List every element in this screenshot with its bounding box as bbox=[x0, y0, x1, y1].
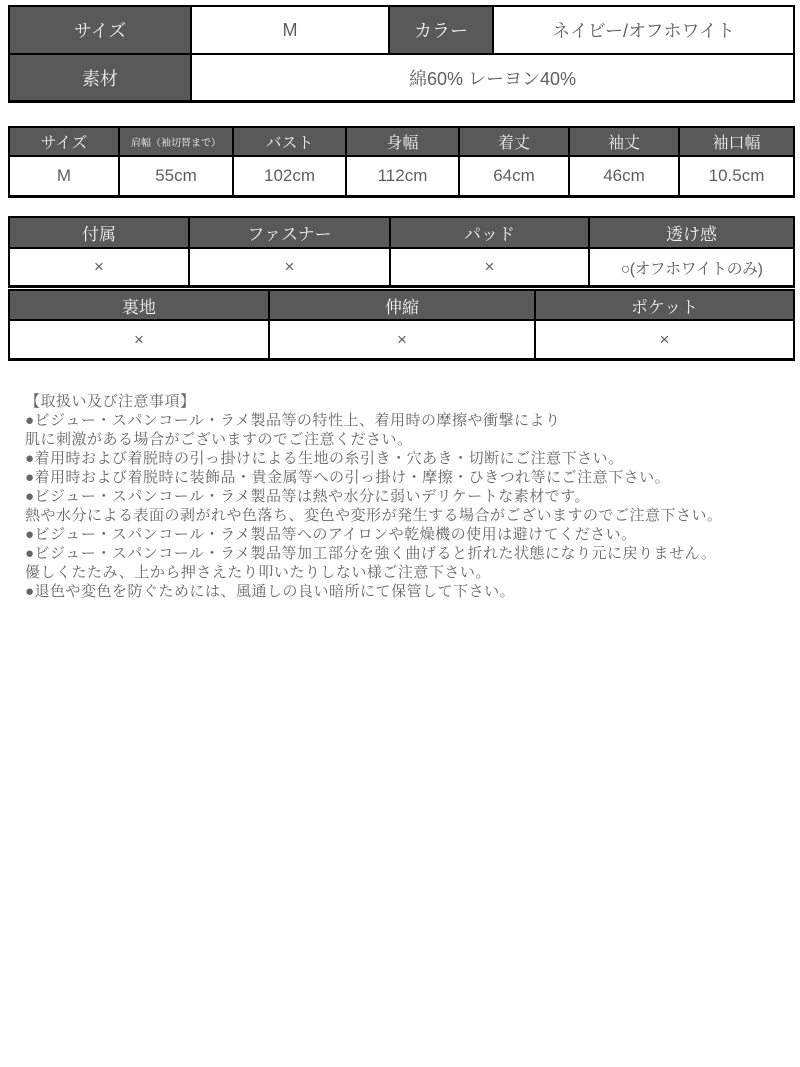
feature-value-lining: × bbox=[9, 320, 269, 360]
feature-header-lining: 裏地 bbox=[9, 290, 269, 320]
table-row bbox=[9, 54, 794, 102]
material-value: 綿60% レーヨン40% bbox=[191, 54, 794, 102]
care-note-line: ●ビジュー・スパンコール・ラメ製品等の特性上、着用時の摩擦や衝撃により bbox=[25, 412, 561, 429]
feature-value-accessory: × bbox=[9, 248, 189, 287]
table-header-row bbox=[9, 217, 794, 248]
material-label: 素材 bbox=[9, 54, 191, 102]
table-header-row bbox=[9, 127, 794, 156]
feature-value-pad: × bbox=[390, 248, 589, 287]
feature-value-stretch: × bbox=[269, 320, 535, 360]
feature-header-sheerness: 透け感 bbox=[589, 217, 794, 248]
measure-value-bodywidth: 112cm bbox=[346, 156, 459, 197]
measure-header-shoulder: 肩幅（袖切替まで） bbox=[119, 127, 233, 156]
measure-header-length: 着丈 bbox=[459, 127, 569, 156]
feature-header-pocket: ポケット bbox=[535, 290, 794, 320]
measure-value-length: 64cm bbox=[459, 156, 569, 197]
feature-value-sheerness: ○(オフホワイトのみ) bbox=[589, 248, 794, 287]
care-note-line: 熱や水分による表面の剥がれや色落ち、変色や変形が発生する場合がございますのでご注意下さい。 bbox=[25, 507, 723, 524]
color-label: カラー bbox=[389, 6, 493, 54]
care-note-line: ●退色や変色を防ぐためには、風通しの良い暗所にて保管して下さい。 bbox=[25, 583, 516, 600]
care-note-line: ●ビジュー・スパンコール・ラメ製品等は熱や水分に弱いデリケートな素材です。 bbox=[25, 488, 591, 505]
feature-value-zipper: × bbox=[189, 248, 390, 287]
table-row bbox=[9, 156, 794, 197]
measure-value-sleevelength: 46cm bbox=[569, 156, 679, 197]
measure-header-size: サイズ bbox=[9, 127, 119, 156]
size-value: M bbox=[191, 6, 389, 54]
table-row bbox=[9, 320, 794, 360]
measure-value-size: M bbox=[9, 156, 119, 197]
feature-header-pad: パッド bbox=[390, 217, 589, 248]
care-note-line: 肌に刺激がある場合がございますのでご注意ください。 bbox=[25, 431, 413, 448]
feature-header-accessory: 付属 bbox=[9, 217, 189, 248]
table-row bbox=[9, 6, 794, 54]
feature-value-pocket: × bbox=[535, 320, 794, 360]
measure-header-bodywidth: 身幅 bbox=[346, 127, 459, 156]
features-table-1 bbox=[8, 216, 795, 288]
measure-header-cuffwidth: 袖口幅 bbox=[679, 127, 794, 156]
measure-value-cuffwidth: 10.5cm bbox=[679, 156, 794, 197]
care-note-line: 優しくたたみ、上から押さえたり叩いたりしない様ご注意下さい。 bbox=[25, 564, 491, 581]
feature-header-stretch: 伸縮 bbox=[269, 290, 535, 320]
table-header-row bbox=[9, 290, 794, 320]
care-note-line: ●着用時および着脱時の引っ掛けによる生地の糸引き・穴あき・切断にご注意下さい。 bbox=[25, 450, 624, 467]
measure-value-bust: 102cm bbox=[233, 156, 346, 197]
feature-header-zipper: ファスナー bbox=[189, 217, 390, 248]
measure-header-sleevelength: 袖丈 bbox=[569, 127, 679, 156]
table-row bbox=[9, 248, 794, 287]
measure-header-bust: バスト bbox=[233, 127, 346, 156]
color-value: ネイビー/オフホワイト bbox=[493, 6, 794, 54]
size-label: サイズ bbox=[9, 6, 191, 54]
spec-table bbox=[8, 5, 795, 103]
measurements-table bbox=[8, 126, 795, 198]
care-note-line: ●ビジュー・スパンコール・ラメ製品等へのアイロンや乾燥機の使用は避けてください。 bbox=[25, 526, 637, 543]
care-notes-title: 【取扱い及び注意事項】 bbox=[25, 393, 196, 410]
care-note-line: ●ビジュー・スパンコール・ラメ製品等加工部分を強く曲げると折れた状態になり元に戻りません。 bbox=[25, 545, 717, 562]
features-table-2 bbox=[8, 289, 795, 361]
care-note-line: ●着用時および着脱時に装飾品・貴金属等への引っ掛け・摩擦・ひきつれ等にご注意下さい。 bbox=[25, 469, 671, 486]
care-notes bbox=[25, 392, 780, 601]
measure-value-shoulder: 55cm bbox=[119, 156, 233, 197]
